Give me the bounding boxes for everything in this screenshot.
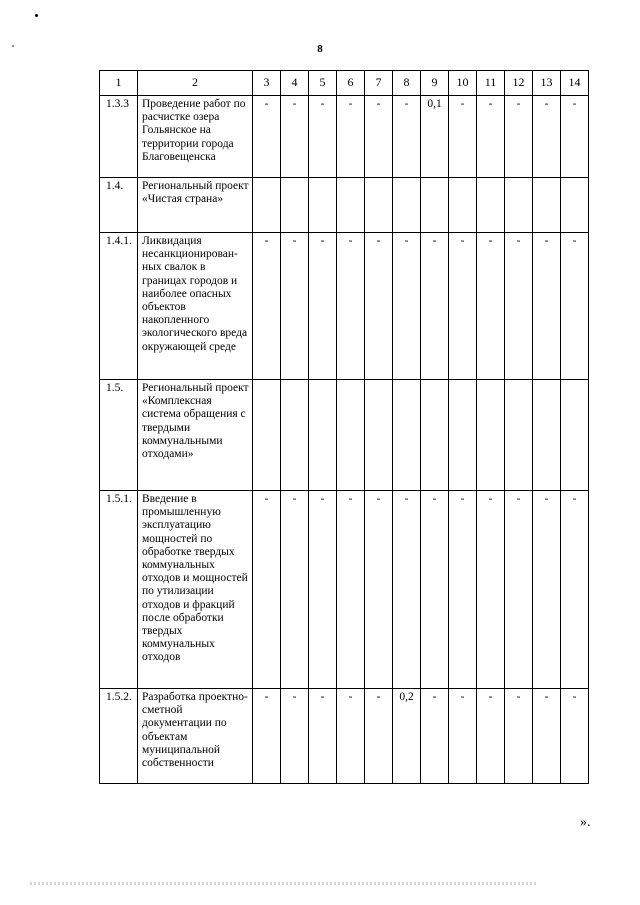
value-cell: - (253, 491, 281, 689)
value-cell (365, 380, 393, 491)
value-cell: - (253, 96, 281, 178)
value-cell (449, 380, 477, 491)
row-code: 1.3.3 (100, 96, 138, 178)
value-cell: - (393, 96, 421, 178)
value-cell: - (337, 491, 365, 689)
value-cell (253, 178, 281, 233)
header-cell: 8 (393, 71, 421, 96)
data-table (99, 70, 589, 784)
header-cell: 4 (281, 71, 309, 96)
value-cell (393, 178, 421, 233)
value-cell: - (561, 96, 589, 178)
row-name: Ликвидация несанкционирован-ных свалок в границах городов и наиболее опасных объектов накопленного экологического вреда окружающей среде (138, 233, 253, 380)
value-cell: - (533, 491, 561, 689)
value-cell (281, 380, 309, 491)
value-cell: - (337, 689, 365, 784)
value-cell (393, 380, 421, 491)
value-cell: - (421, 689, 449, 784)
value-cell: - (365, 233, 393, 380)
value-cell: - (505, 689, 533, 784)
closing-quote: ». (580, 815, 591, 830)
value-cell: - (505, 96, 533, 178)
value-cell: - (365, 689, 393, 784)
value-cell: - (449, 96, 477, 178)
header-cell: 1 (100, 71, 138, 96)
scan-artifact-line (30, 882, 538, 885)
row-code: 1.5. (100, 380, 138, 491)
value-cell: - (561, 689, 589, 784)
value-cell (449, 178, 477, 233)
table-row (100, 233, 589, 380)
header-cell: 14 (561, 71, 589, 96)
value-cell: - (253, 689, 281, 784)
value-cell: - (477, 689, 505, 784)
row-name: Введение в промышленную эксплуатацию мощностей по обработке твердых коммунальных отходов и мощностей по утилизации отходов и фракций после обработки твердых коммунальных отходов (138, 491, 253, 689)
value-cell: - (533, 96, 561, 178)
row-name: Разработка проектно-сметной документации по объектам муниципальной собственности (138, 689, 253, 784)
header-row (100, 71, 589, 96)
header-cell: 10 (449, 71, 477, 96)
value-cell (421, 380, 449, 491)
value-cell: - (281, 96, 309, 178)
table-row (100, 380, 589, 491)
value-cell: - (477, 233, 505, 380)
value-cell: - (281, 233, 309, 380)
value-cell: - (449, 689, 477, 784)
table-row (100, 178, 589, 233)
page-number: 8 (317, 43, 323, 55)
value-cell: - (337, 96, 365, 178)
row-name: Региональный проект «Чистая страна» (138, 178, 253, 233)
value-cell: - (421, 491, 449, 689)
row-code: 1.5.2. (100, 689, 138, 784)
scan-dot-top (35, 14, 38, 17)
value-cell: - (421, 233, 449, 380)
value-cell: - (561, 233, 589, 380)
header-cell: 3 (253, 71, 281, 96)
header-cell: 12 (505, 71, 533, 96)
table-row (100, 96, 589, 178)
header-cell: 6 (337, 71, 365, 96)
value-cell (309, 380, 337, 491)
value-cell: - (449, 233, 477, 380)
row-name: Проведение работ по расчистке озера Гольянское на территории города Благовещенска (138, 96, 253, 178)
value-cell: - (533, 689, 561, 784)
value-cell: 0,2 (393, 689, 421, 784)
value-cell (337, 178, 365, 233)
value-cell (477, 178, 505, 233)
value-cell: - (309, 96, 337, 178)
value-cell: - (309, 689, 337, 784)
value-cell: - (365, 96, 393, 178)
header-cell: 13 (533, 71, 561, 96)
table-row (100, 689, 589, 784)
value-cell (477, 380, 505, 491)
value-cell: - (281, 491, 309, 689)
row-code: 1.5.1. (100, 491, 138, 689)
value-cell: - (449, 491, 477, 689)
value-cell: - (477, 491, 505, 689)
header-cell: 9 (421, 71, 449, 96)
value-cell (561, 178, 589, 233)
value-cell: - (309, 233, 337, 380)
header-cell: 7 (365, 71, 393, 96)
value-cell: - (281, 689, 309, 784)
value-cell (337, 380, 365, 491)
value-cell: - (533, 233, 561, 380)
header-cell: 5 (309, 71, 337, 96)
row-code: 1.4.1. (100, 233, 138, 380)
value-cell: - (393, 233, 421, 380)
value-cell (365, 178, 393, 233)
value-cell: - (309, 491, 337, 689)
value-cell: - (505, 491, 533, 689)
value-cell (533, 380, 561, 491)
value-cell (505, 178, 533, 233)
value-cell (281, 178, 309, 233)
value-cell (533, 178, 561, 233)
row-name: Региональный проект «Комплексная система обращения с твердыми коммунальными отходами» (138, 380, 253, 491)
value-cell (561, 380, 589, 491)
value-cell (253, 380, 281, 491)
value-cell (421, 178, 449, 233)
value-cell: - (561, 491, 589, 689)
value-cell: - (337, 233, 365, 380)
header-cell: 2 (138, 71, 253, 96)
value-cell: 0,1 (421, 96, 449, 178)
value-cell: - (253, 233, 281, 380)
value-cell: - (393, 491, 421, 689)
header-cell: 11 (477, 71, 505, 96)
value-cell (505, 380, 533, 491)
value-cell: - (505, 233, 533, 380)
table-row (100, 491, 589, 689)
value-cell (309, 178, 337, 233)
value-cell: - (365, 491, 393, 689)
value-cell: - (477, 96, 505, 178)
row-code: 1.4. (100, 178, 138, 233)
